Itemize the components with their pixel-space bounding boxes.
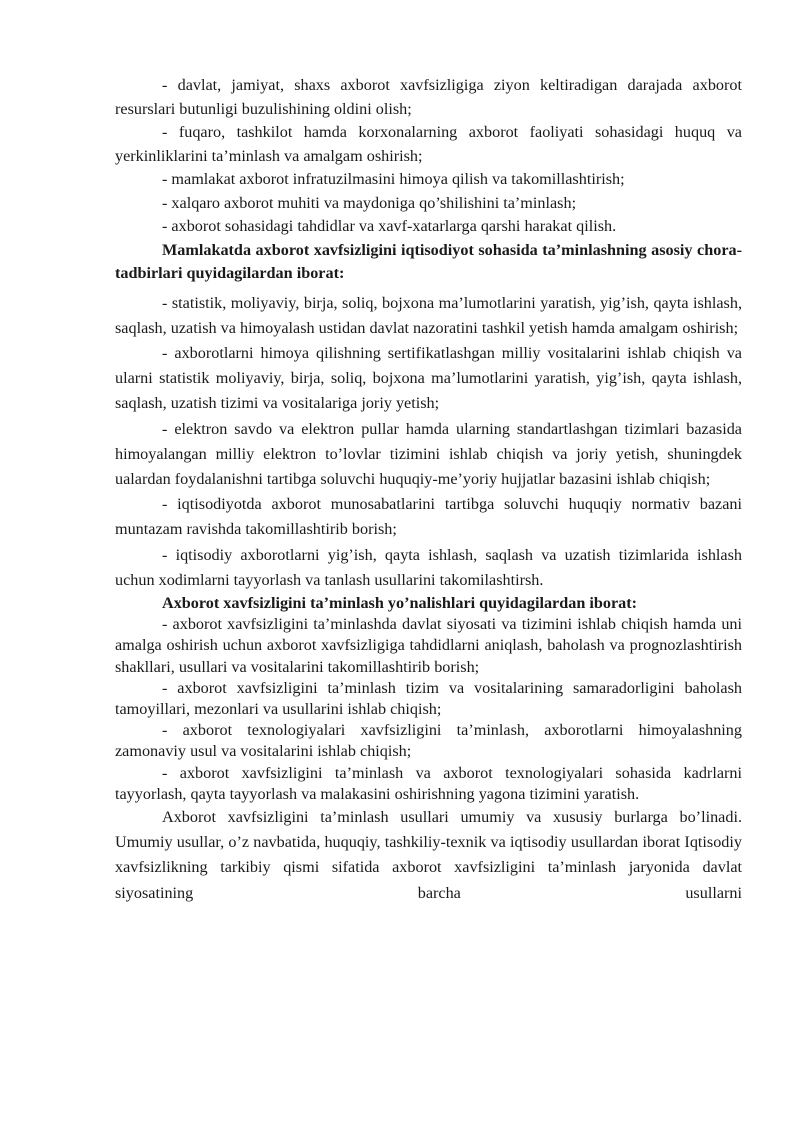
closing-paragraph: Axborot xavfsizligini ta’minlash usullari umumiy va xususiy burlarga bo’linadi. Umumiy usullar, o’z navbatida, huquqiy, tashkiliy-texnik va iqtisodiy usullardan iborat Iqtisodiy xavfsizlikning tarkibiy qismi sifatida axborot xavfsizligini ta’minlash jaryonida davlat siyosatining barcha usullarni	[115, 807, 742, 902]
list-item: - davlat, jamiyat, shaxs axborot xavfsizligiga ziyon keltiradigan darajada axborot resurslari butunligi buzulishining oldini olish;	[115, 76, 742, 118]
list-item: - axborot texnologiyalari xavfsizligini ta’minlash, axborotlarni himoyalashning zamonaviy usul va vositalarini ishlab chiqish;	[115, 721, 742, 761]
list-item: - axborot sohasidagi tahdidlar va xavf-xatarlarga qarshi harakat qilish.	[162, 217, 617, 235]
list-item: - fuqaro, tashkilot hamda korxonalarning axborot faoliyati sohasidagi huquq va yerkinliklarini ta’minlash va amalgam oshirish;	[115, 123, 742, 165]
directions-list	[115, 614, 742, 805]
measures-list	[115, 291, 742, 593]
list-item: - axborot xavfsizligini ta’minlash va axborot texnologiyalari sohasida kadrlarni tayyorlash, qayta tayyorlash va malakasini oshirishning yagona tizimini yaratish.	[115, 763, 742, 803]
section-heading: Axborot xavfsizligini ta’minlash yo’nalishlari quyidagilardan iborat:	[162, 593, 638, 612]
list-item: - axborot xavfsizligini ta’minlash tizim va vositalarining samaradorligini baholash tamoyillari, mezonlari va usullarini ishlab chiqish;	[115, 678, 742, 718]
list-item: - axborotlarni himoya qilishning sertifikatlashgan milliy vositalarini ishlab chiqish va ularni statistik moliyaviy, birja, soliq, bojxona ma’lumotlarini yaratish, yig’ish, qayta ishlash, saqlash, uzatish tizimi va vositalariga joriy yetish;	[115, 343, 742, 413]
document-page	[115, 74, 742, 906]
list-item: - xalqaro axborot muhiti va maydoniga qo’shilishini ta’minlash;	[162, 193, 577, 212]
list-item: - axborot xavfsizligini ta’minlashda davlat siyosati va tizimini ishlab chiqish hamda uni amalga oshirish uchun axborot xavfsizligiga tahdidlarni aniqlash, baholash va prognozlashtirish shakllari, usullari va vositalarini takomillashtirib borish;	[115, 615, 742, 676]
list-item: - elektron savdo va elektron pullar hamda ularning standartlashgan tizimlari bazasida himoyalangan milliy elektron to’lovlar tizimini ishlab chiqish va joriy yetish, shuningdek ualardan foydalanishni tartibga soluvchi huquqiy-me’yoriy hujjatlar bazasini ishlab chiqish;	[115, 419, 742, 488]
list-item: - statistik, moliyaviy, birja, soliq, bojxona ma’lumotlarini yaratish, yig’ish, qayta ishlash, saqlash, uzatish va himoyalash ustidan davlat nazoratini tashkil yetish hamda amalgam oshirish;	[115, 293, 742, 337]
list-item: - iqtisodiy axborotlarni yig’ish, qayta ishlash, saqlash va uzatish tizimlarida ishlash uchun xodimlarni tayyorlash va tanlash usullarini takomilashtirsh.	[115, 545, 742, 589]
list-item: - iqtisodiyotda axborot munosabatlarini tartibga soluvchi huquqiy normativ bazani muntazam ravishda takomillashtirib borish;	[115, 495, 742, 539]
section-heading: Mamlakatda axborot xavfsizligini iqtisodiyot sohasida ta’minlashning asosiy chora-tadbirlari quyidagilardan iborat:	[115, 240, 742, 282]
list-item: - mamlakat axborot infratuzilmasini himoya qilish va takomillashtirish;	[162, 170, 625, 188]
